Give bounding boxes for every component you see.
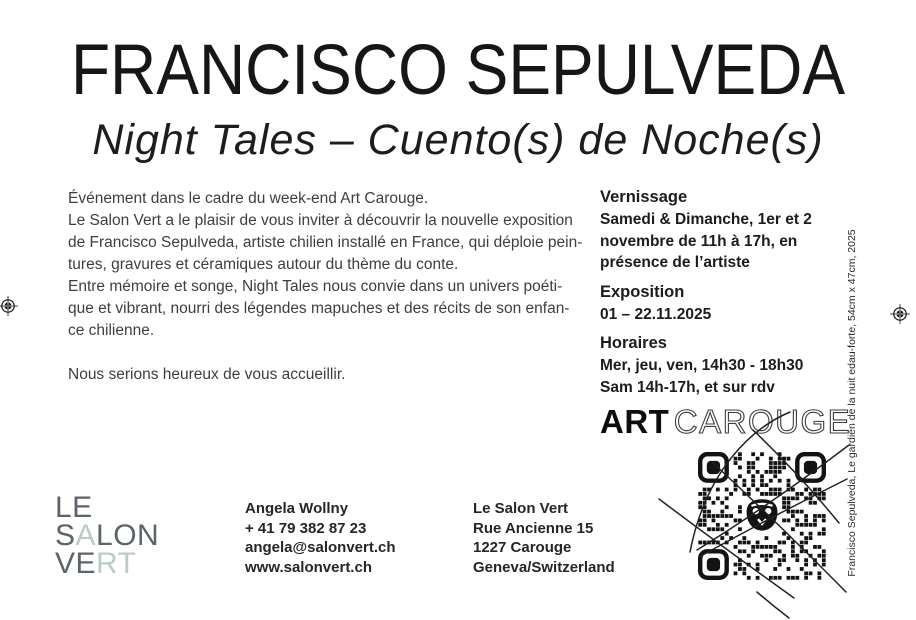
intro-line: Nous serions heureux de vous accueillir.: [68, 366, 346, 383]
page-subtitle: Night Tales – Cuento(s) de Noche(s): [92, 116, 824, 164]
section-heading: Exposition: [600, 282, 685, 301]
logo-line-2: SALON: [55, 519, 160, 552]
artwork-caption: Francisco Sepulveda, Le gardien de la nuit edau-forte, 54cm x 47cm, 2025: [846, 229, 858, 577]
page-title: FRANCISCO SEPULVEDA: [70, 29, 846, 110]
art-carouge-bold: ART: [600, 403, 670, 440]
contact-gallery: [473, 499, 615, 577]
art-carouge-logo: [600, 403, 851, 441]
logo-line-3: VERT: [55, 547, 137, 580]
contact-website[interactable]: www.salonvert.ch: [245, 558, 372, 576]
section-line: novembre de 11h à 17h, en: [600, 232, 798, 250]
intro-line: que et vibrant, nourri des légendes mapuches et des récits de son enfan-: [68, 300, 570, 317]
intro-line: de Francisco Sepulveda, artiste chilien installé en France, qui déploie pein-: [68, 234, 583, 251]
section-horaires: [600, 334, 850, 398]
qr-center-mask-icon: [747, 499, 778, 530]
gallery-street: Rue Ancienne 15: [473, 519, 594, 537]
section-line: Sam 14h-17h, et sur rdv: [600, 378, 775, 396]
section-line: 01 – 22.11.2025: [600, 305, 712, 323]
contact-email[interactable]: angela@salonvert.ch: [245, 539, 396, 556]
intro-line: Le Salon Vert a le plaisir de vous inviter à découvrir la nouvelle exposition: [68, 212, 573, 229]
intro-line: Événement dans le cadre du week-end Art Carouge.: [68, 190, 429, 207]
section-heading: Horaires: [600, 334, 667, 352]
section-exposition: [600, 283, 850, 326]
section-vernissage: [600, 188, 850, 274]
section-line: présence de l’artiste: [600, 254, 750, 271]
gallery-country: Geneva/Switzerland: [473, 558, 615, 576]
registration-mark-icon: [890, 304, 910, 324]
intro-line: tures, gravures et céramiques autour du thème du conte.: [68, 256, 459, 273]
contact-phone: + 41 79 382 87 23: [245, 519, 367, 537]
event-details: [600, 188, 850, 407]
logo-line-1: LE: [55, 491, 93, 524]
section-line: Samedi & Dimanche, 1er et 2: [600, 211, 812, 228]
art-carouge-light: CAROUGE: [673, 403, 852, 440]
section-line: Mer, jeu, ven, 14h30 - 18h30: [600, 357, 804, 374]
qr-code: [698, 452, 826, 580]
intro-line: ce chilienne.: [68, 322, 155, 339]
gallery-city: 1227 Carouge: [473, 539, 572, 556]
section-heading: Vernissage: [600, 188, 688, 206]
contact-person: [245, 499, 396, 577]
gallery-name: Le Salon Vert: [473, 500, 569, 517]
contact-name: Angela Wollny: [245, 500, 349, 517]
intro-line-blank: [68, 342, 598, 364]
salon-vert-logo: [55, 491, 160, 580]
registration-mark-icon: [0, 296, 18, 316]
intro-paragraph: [68, 188, 598, 386]
intro-line: Entre mémoire et songe, Night Tales nous convie dans un univers poéti-: [68, 278, 563, 295]
